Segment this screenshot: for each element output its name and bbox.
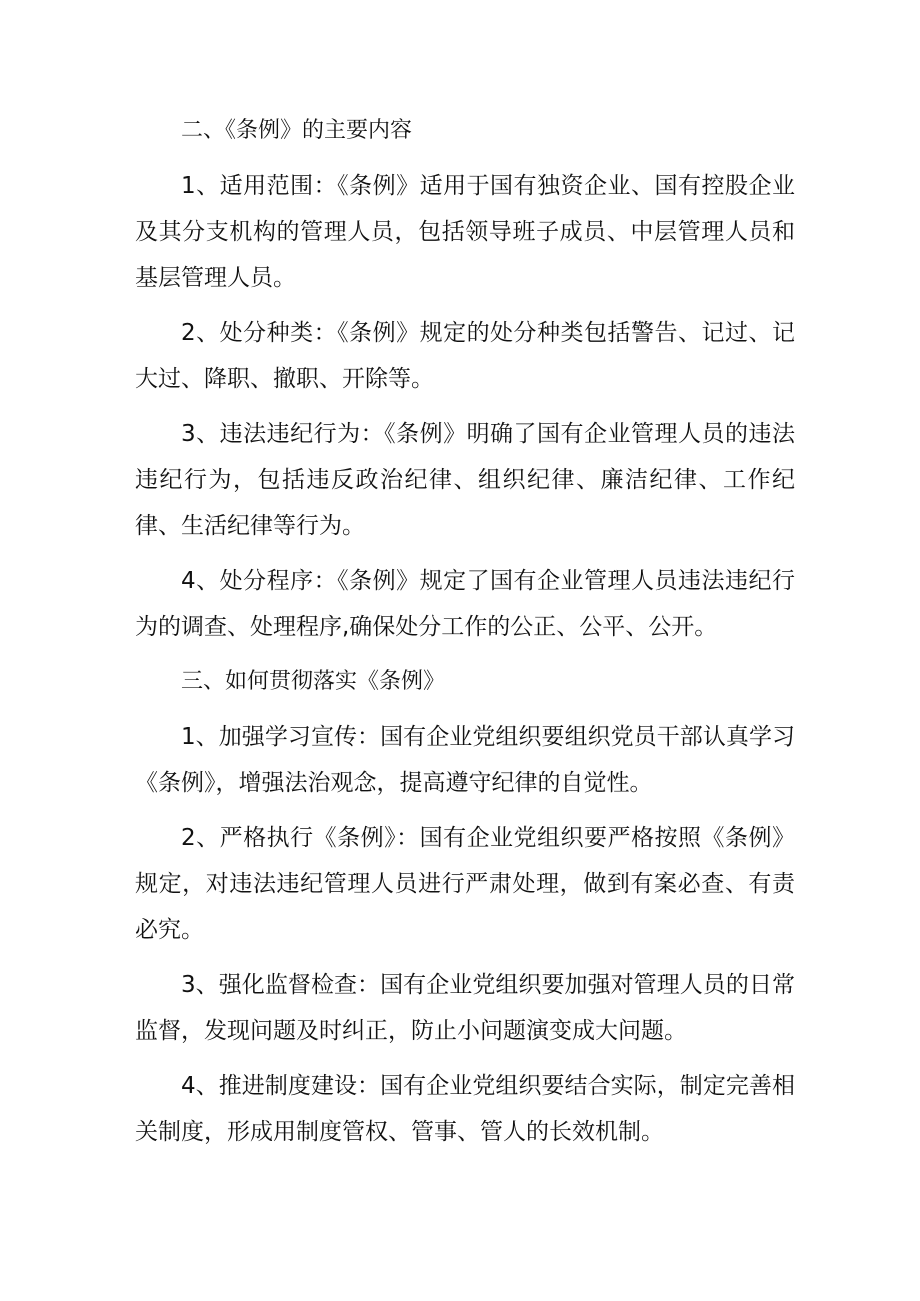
paragraph-violations: 3、违法违纪行为：《条例》明确了国有企业管理人员的违法违纪行为，包括违反政治纪律、组织纪律、廉洁纪律、工作纪律、生活纪律等行为。 bbox=[135, 421, 795, 539]
paragraph-scope: 1、适用范围：《条例》适用于国有独资企业、国有控股企业及其分支机构的管理人员，包括领导班子成员、中层管理人员和基层管理人员。 bbox=[135, 173, 795, 291]
document-body bbox=[135, 108, 795, 1164]
section-heading-main-content: 二、《条例》的主要内容 bbox=[181, 118, 413, 143]
section-heading-implementation: 三、如何贯彻落实《条例》 bbox=[181, 669, 446, 694]
paragraph-punishment-types: 2、处分种类：《条例》规定的处分种类包括警告、记过、记大过、降职、撤职、开除等。 bbox=[135, 320, 795, 392]
paragraph-supervision: 3、强化监督检查：国有企业党组织要加强对管理人员的日常监督，发现问题及时纠正，防止小问题演变成大问题。 bbox=[135, 972, 795, 1044]
paragraph-procedure: 4、处分程序：《条例》规定了国有企业管理人员违法违纪行为的调查、处理程序,确保处分工作的公正、公平、公开。 bbox=[135, 568, 795, 640]
paragraph-institution-building: 4、推进制度建设：国有企业党组织要结合实际，制定完善相关制度，形成用制度管权、管事、管人的长效机制。 bbox=[135, 1073, 795, 1145]
paragraph-strict-enforcement: 2、严格执行《条例》：国有企业党组织要严格按照《条例》规定，对违法违纪管理人员进行严肃处理，做到有案必查、有责必究。 bbox=[135, 825, 795, 943]
paragraph-study-publicity: 1、加强学习宣传：国有企业党组织要组织党员干部认真学习《条例》，增强法治观念，提高遵守纪律的自觉性。 bbox=[135, 724, 795, 796]
